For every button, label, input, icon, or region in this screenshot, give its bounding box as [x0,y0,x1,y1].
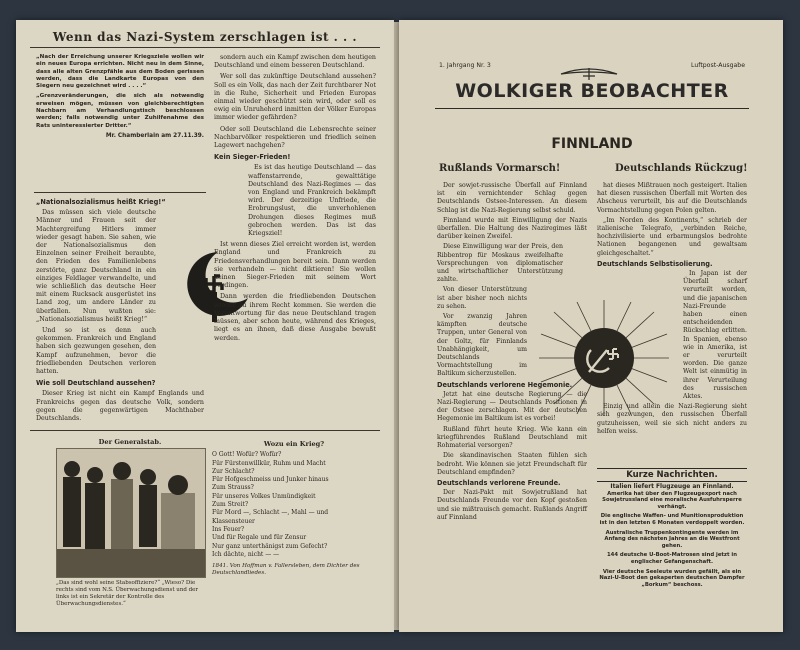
news-item-body: Australische Truppenkontingente werden im Anfang des nächsten Jahres an die Westfront gehen. [604,529,740,549]
right-page [399,20,783,632]
poem-line: Für Fürstenwillkür, Ruhm und Macht [212,459,326,467]
masthead-rule [435,108,749,109]
paragraph: Und so ist es denn auch gekommen. Frankreich und England haben sich gezwungen gesehen, den Kampf aufzunehmen, bevor die friedliebenden Deutschen verloren hatten. [36,327,156,376]
paragraph: Von dieser Unterstützung ist aber bisher noch nichts zu sehen. [437,286,527,310]
cartoon-illustration [57,449,205,577]
poem [212,440,376,577]
heading-wie-soll-deutschland: Wie soll Deutschland aussehen? [36,379,156,388]
news-item [597,513,747,526]
paragraph: Diese Einwilligung war der Preis, den Ribbentrop für Moskaus zweifelhafte Versprechungen von diplomatischer und wirtschaftlicher Unterstützung zahlte. [437,243,563,284]
title-rule [30,47,380,48]
poem-title: Wozu ein Krieg? [263,440,325,448]
masthead: WOLKIGER BEOBACHTER [455,80,729,102]
heading-verlorene-hegemonie: Deutschlands verlorene Hegemonie. [437,380,573,389]
paragraph: Finnland wurde mit Einwilligung der Nazis überfallen. Die Haltung des Naziregimes läßt darüber keinen Zweifel. [437,216,587,241]
heading-nationalsozialismus: „Nationalsozialismus heißt Krieg!“ [36,198,166,206]
news-item-heading: Italien liefert Flugzeuge an Finnland. [610,484,734,490]
heading-kein-sieger-frieden: Kein Sieger-Frieden! [214,153,291,162]
paragraph: sondern auch ein Kampf zwischen dem heutigen Deutschland und einem besseren Deutschland. [214,54,376,70]
quote-attribution: Mr. Chamberlain am 27.11.39. [105,132,204,139]
left-page [16,20,394,632]
paragraph: Jetzt hat eine deutsche Regierung — die Nazi-Regierung — Deutschlands Positionen in der Ostsee zerschlagen. Mit der deutschen Hegemonie im Baltikum ist es vorbei! [437,390,587,423]
short-news-list [597,484,747,588]
news-item-body: Vier deutsche Seeleute wurden gefällt, als ein Nazi-U-Boot den gekaperten deutschen Dampfer „Borkum“ beschoss. [599,568,745,588]
paragraph: Wer soll das zukünftige Deutschland aussehen? Soll es ein Volk, das nach der Zeit furchtbarer Not in die Ruhe, Sicherheit und Frieden Europas einmal wieder geschützt sein wird, oder soll es ewig ein Unruheherd inmitten der Völker Europas immer wieder gefährden? [214,73,376,122]
poem-line: Für Hofgeschmeiss und Junker hinaus [212,476,329,484]
paragraph: Es ist das heutige Deutschland — das waffenstarrende, gewalttätige Deutschland des Nazi-Regimes — das von England und Frankreich bekämpft wird. Der derzeitige Unfriede, die Erobrungslust, die unverhohlenen Drohungen dieses Regimes muß gebrochen werden. Das ist das Kriegsziel! [248,164,376,238]
poem-line: Zum Streit? [212,501,249,509]
news-item [597,530,747,550]
paragraph: Der sowjet-russische Überfall auf Finnland ist ein vernichtender Schlag gegen Deutschlands Ostsee-Interessen. An diesem Schlag ist die Nazi-Regierung selbst schuld. [437,182,587,214]
paragraph: „Im Norden des Kontinents,“ schrieb der italienische Telegrafo, „verbinden Reiche, hochzivilisierte und erbarmungslos bedrohte Nationen begangenen und gewaltsam gleichgeschaltet.“ [597,216,747,257]
poem-line: Klassensteuer [212,517,255,525]
paragraph: Dieser Krieg ist nicht ein Kampf Englands und Frankreichs gegen das deutsche Volk, sondern gegen die gegenwärtigen Machthaber Deutschlands. [36,390,204,423]
paragraph: Dann werden die friedliebenden Deutschen wieder zu ihrem Recht kommen. Sie werden die Verantwortung für das neue Deutschland tragen müssen, aber schon heute, während des Krieges, liegt es an ihnen, daß diese Ausgabe bewußt werden. [214,293,376,342]
paragraph: In Japan ist der Überfall scharf verurteilt worden, und die japanischen Nazi-Freunde haben einen entscheidenden Rückschlag erlitten. In Spanien, ebenso wie in Amerika, ist er verurteilt worden. Die ganze Welt ist einmütig in ihrer Verurteilung des russischen Aktes. [683,270,747,401]
cartoon-title: Der Generalstab. [98,438,162,446]
poem-line: Ich dächte, nicht — — [212,550,280,558]
poem-line: Zur Schlacht? [212,467,255,475]
bottom-section-rule [30,430,380,431]
poem-line: O Gott! Wofür? Wofür? [212,451,282,459]
left-page-title: Wenn das Nazi-System zerschlagen ist . . . [52,30,358,44]
issue-number: 1. Jahrgang Nr. 3 [439,62,491,69]
edition-label: Luftpost-Ausgabe [691,62,746,69]
paragraph: Ist wenn dieses Ziel erreicht worden ist, werden England und Frankreich zu Friedensverhandlungen bereit sein. Dann werden sie verhandeln — nicht diktieren! Sie wollen keinen Sieger-Frieden mit seinem Wort verdingen. [214,241,376,290]
paragraph: Das müssen sich viele deutsche Männer und Frauen seit der Machtergreifung Hitlers immer wieder gesagt haben. Sie sahen, wie der Nationalsozialismus den Einzelnen seiner Freiheit beraubte, den Frieden des Familienlebens zerstörte, ganz Deutschland in ein einziges Feldlager verwandelte, und wie schließlich das deutsche Heer mit einem Rucksack ausgerüstet ins Land zog, um andere Länder zu überfallen. Nun wußten sie: „Nationalsozialismus heißt Krieg!“ [36,209,156,323]
poem-line: Für Mord —, Schlacht —, Mahl — und [212,509,329,517]
news-item-body: 144 deutsche U-Boot-Matrosen sind jetzt in englischer Gefangenschaft. [607,552,737,565]
news-item-body: Amerika hat über den Flugzeugexport nach Sowjetrussland eine moralische Ausfuhrsperre verhängt. [602,490,742,510]
paragraph: Der Nazi-Pakt mit Sowjetrußland hat Deutschlands Freunde vor den Kopf gestoßen und sie mißtrauisch gemacht. Rußlands Angriff auf Finnland [437,489,587,521]
poem-line: Nur ganz unterthänigst zum Gefecht? [212,542,328,550]
country-heading: FINNLAND [551,136,633,152]
generalstab-cartoon [56,448,206,578]
short-news-box [597,468,747,591]
poem-line: Zum Strauss? [212,484,254,492]
poem-line: Ins Feuer? [212,525,245,533]
paragraph: Vor zwanzig Jahren kämpften deutsche Truppen, unter General von der Goltz, für Finnlands Unabhängigkeit, um Deutschlands Vormachtstellung im Baltikum sicherzustellen. [437,313,527,378]
cartoon-caption: „Das sind wohl seine Stabsoffiziere?“ „Wieso? Die rechts sind vom N.S. Überwachungsdienst und der links ist ein Sekretär der Kontrolle des Überwachungsdienstes.“ [56,580,199,607]
paragraph: hat dieses Mißtrauen noch gesteigert. Italien hat diesen russischen Überfall mit Worten des Abscheus verurteilt, bis auf die Deutschlands Vormachtstellung gegen Polen gelten. [597,182,747,214]
news-item [597,484,747,510]
left-column-2 [214,54,376,346]
paragraph: Oder soll Deutschland die Lebensrechte seiner Nachbarvölker respektieren und friedlich seinen Lagewert nachgehen? [214,125,376,150]
poem-signature: 1841. Von Hoffman v. Fallersleben, dem Dichter des Deutschlandliedes. [212,563,360,577]
paragraph: Einzig und allein die Nazi-Regierung sieht sich gezwungen, den russischen Überfall gutzuheissen, weil sie sich nicht anders zu helfen weiss. [597,403,747,435]
poem-line: Für unseres Volkes Unmündigkeit [212,492,316,500]
quote-rule [34,192,206,193]
quote-2: „Grenzveränderungen, die sich als notwendig erweisen mögen, müssen von gleichberechtigten Nachbarn am Verhandlungstisch beschlossen werden; falls notwendig unter Zuhilfenahme des Rats uninteressierter Dritter.“ [36,93,204,129]
short-news-title: Kurze Nachrichten. [597,468,747,482]
paragraph: Die skandinavischen Staaten fühlen sich bedroht. Wie können sie jetzt Freundschaft für Deutschland empfinden? [437,452,587,476]
heading-verlorene-freunde: Deutschlands verlorene Freunde. [437,478,561,487]
quote-1: „Nach der Erreichung unserer Kriegsziele wollen wir ein neues Europa errichten. Nicht neu in dem Sinne, dass alle alten Grenzpfähle aus dem Boden gerissen werden, dass die Landkarte Europas von den Siegern neu gezeichnet wird . . . .“ [36,54,204,90]
news-item [597,569,747,589]
poem-line: Und für Regale und für Zensur [212,534,307,542]
chamberlain-quote [36,54,204,140]
poem-lines [212,451,376,559]
headline-left: Rußlands Vormarsch! [439,163,561,174]
news-item-body: Die englische Waffen- und Munitionsproduktion ist in den letzten 6 Monaten verdoppelt worden. [599,513,745,526]
right-column-2 [597,182,747,438]
heading-selbstisolierung: Deutschlands Selbstisolierung. [597,259,713,268]
paragraph: Rußland führt heute Krieg. Wie kann ein kriegführendes Rußland Deutschland mit Rohmaterial versorgen? [437,425,587,450]
headline-right: Deutschlands Rückzug! [615,163,748,174]
news-item [597,552,747,565]
